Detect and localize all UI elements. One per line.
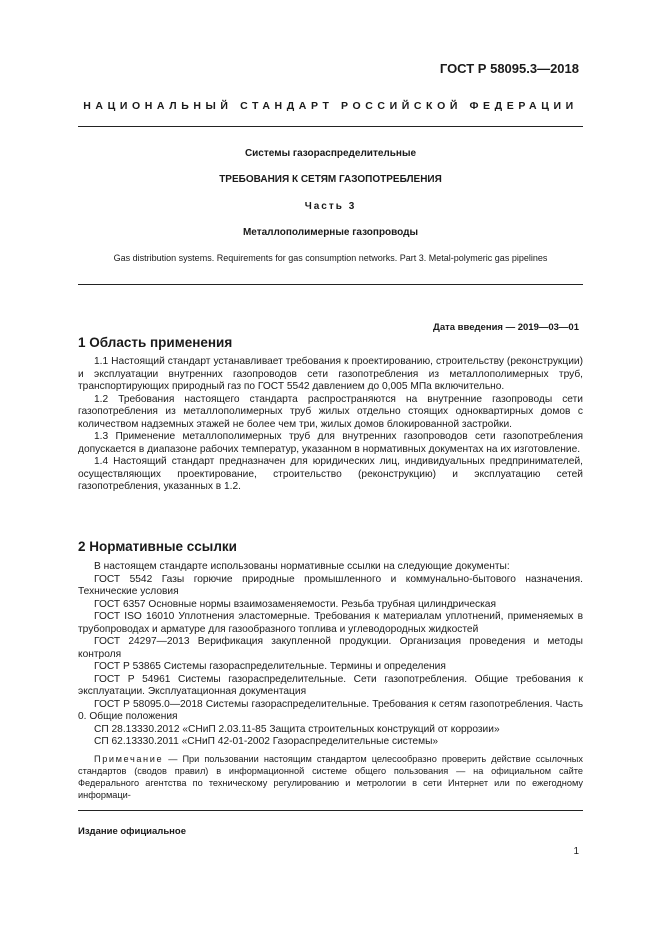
title-english: Gas distribution systems. Requirements for gas consumption networks. Part 3. Metal-polymeric gas pipelines bbox=[113, 253, 548, 263]
reference-item: ГОСТ 24297—2013 Верификация закупленной продукции. Организация проведения и методы контроля bbox=[78, 636, 583, 660]
middle-rule bbox=[78, 284, 583, 285]
title-part: Часть 3 bbox=[304, 201, 357, 212]
national-standard-heading: НАЦИОНАЛЬНЫЙ СТАНДАРТ РОССИЙСКОЙ ФЕДЕРАЦИИ bbox=[83, 100, 578, 112]
paragraph-1-3: 1.3 Применение металлополимерных труб для внутренних газопроводов сети газопотребления допускается в диапазоне рабочих температур, указанном в нормативных документах на их изготовление. bbox=[78, 431, 583, 455]
section-2-intro: В настоящем стандарте использованы нормативные ссылки на следующие документы: bbox=[94, 561, 510, 572]
paragraph-1-1: 1.1 Настоящий стандарт устанавливает требования к проектированию, строительству (реконструкции) и эксплуатации внутренних газопроводов сети газопотребления из металлополимерных труб, транспортирующих природный газ по ГОСТ 5542 давлением до 0,005 МПа включительно. bbox=[78, 356, 583, 392]
reference-item: СП 28.13330.2012 «СНиП 2.03.11-85 Защита строительных конструкций от коррозии» bbox=[94, 723, 500, 735]
section-1-body bbox=[78, 356, 583, 494]
reference-item: ГОСТ Р 58095.0—2018 Системы газораспределительные. Требования к сетям газопотребления. Часть 0. Общие положения bbox=[78, 698, 583, 722]
document-number: ГОСТ Р 58095.3—2018 bbox=[439, 61, 579, 76]
note-paragraph bbox=[78, 753, 583, 801]
section-2-title: 2 Нормативные ссылки bbox=[78, 539, 237, 554]
reference-item: ГОСТ Р 53865 Системы газораспределительные. Термины и определения bbox=[94, 661, 446, 672]
title-subtitle: Металлополимерные газопроводы bbox=[242, 227, 419, 238]
note-label: Примечание bbox=[94, 753, 164, 764]
page-number: 1 bbox=[573, 846, 579, 857]
reference-item: СП 62.13330.2011 «СНиП 42-01-2002 Газораспределительные системы» bbox=[94, 736, 439, 747]
title-requirements: ТРЕБОВАНИЯ К СЕТЯМ ГАЗОПОТРЕБЛЕНИЯ bbox=[219, 174, 442, 185]
title-systems: Системы газораспределительные bbox=[244, 148, 417, 159]
reference-item: ГОСТ 5542 Газы горючие природные промышленного и коммунально-бытового назначения. Технические условия bbox=[78, 573, 583, 597]
footer-rule bbox=[78, 810, 583, 811]
reference-item: ГОСТ ISO 16010 Уплотнения эластомерные. Требования к материалам уплотнений, применяемых в трубопроводах и арматуре для газообразного топлива и углеводородных жидкостей bbox=[78, 611, 583, 635]
paragraph-1-2: 1.2 Требования настоящего стандарта распространяются на внутренние газопроводы сети газопотребления из металлополимерных труб жилых отдельно стоящих одноквартирных домов с количеством надземных этажей не более чем три, жилых домов блокированной застройки. bbox=[78, 393, 583, 430]
note-text: — При пользовании настоящим стандартом целесообразно проверить действие ссылочных стандартов (сводов правил) в информационной системе общего пользования — на официальном сайте Федерального агентства по техническому регулированию и метрологии в сети Интернет или по ежегодному информаци- bbox=[78, 753, 583, 800]
reference-item: ГОСТ Р 54961 Системы газораспределительные. Сети газопотребления. Общие требования к эксплуатации. Эксплуатационная документация bbox=[78, 673, 583, 697]
paragraph-1-4: 1.4 Настоящий стандарт предназначен для юридических лиц, индивидуальных предпринимателей, осуществляющих проектирование, строительство (реконструкцию) и эксплуатацию сетей газопотребления, указанных в 1.2. bbox=[78, 456, 583, 492]
official-edition: Издание официальное bbox=[78, 826, 186, 837]
reference-item: ГОСТ 6357 Основные нормы взаимозаменяемости. Резьба трубная цилиндрическая bbox=[94, 598, 496, 610]
introduction-date: Дата введения — 2019—03—01 bbox=[433, 322, 579, 333]
section-1-title: 1 Область применения bbox=[78, 335, 233, 350]
top-rule bbox=[78, 126, 583, 127]
section-2-body bbox=[78, 561, 583, 801]
